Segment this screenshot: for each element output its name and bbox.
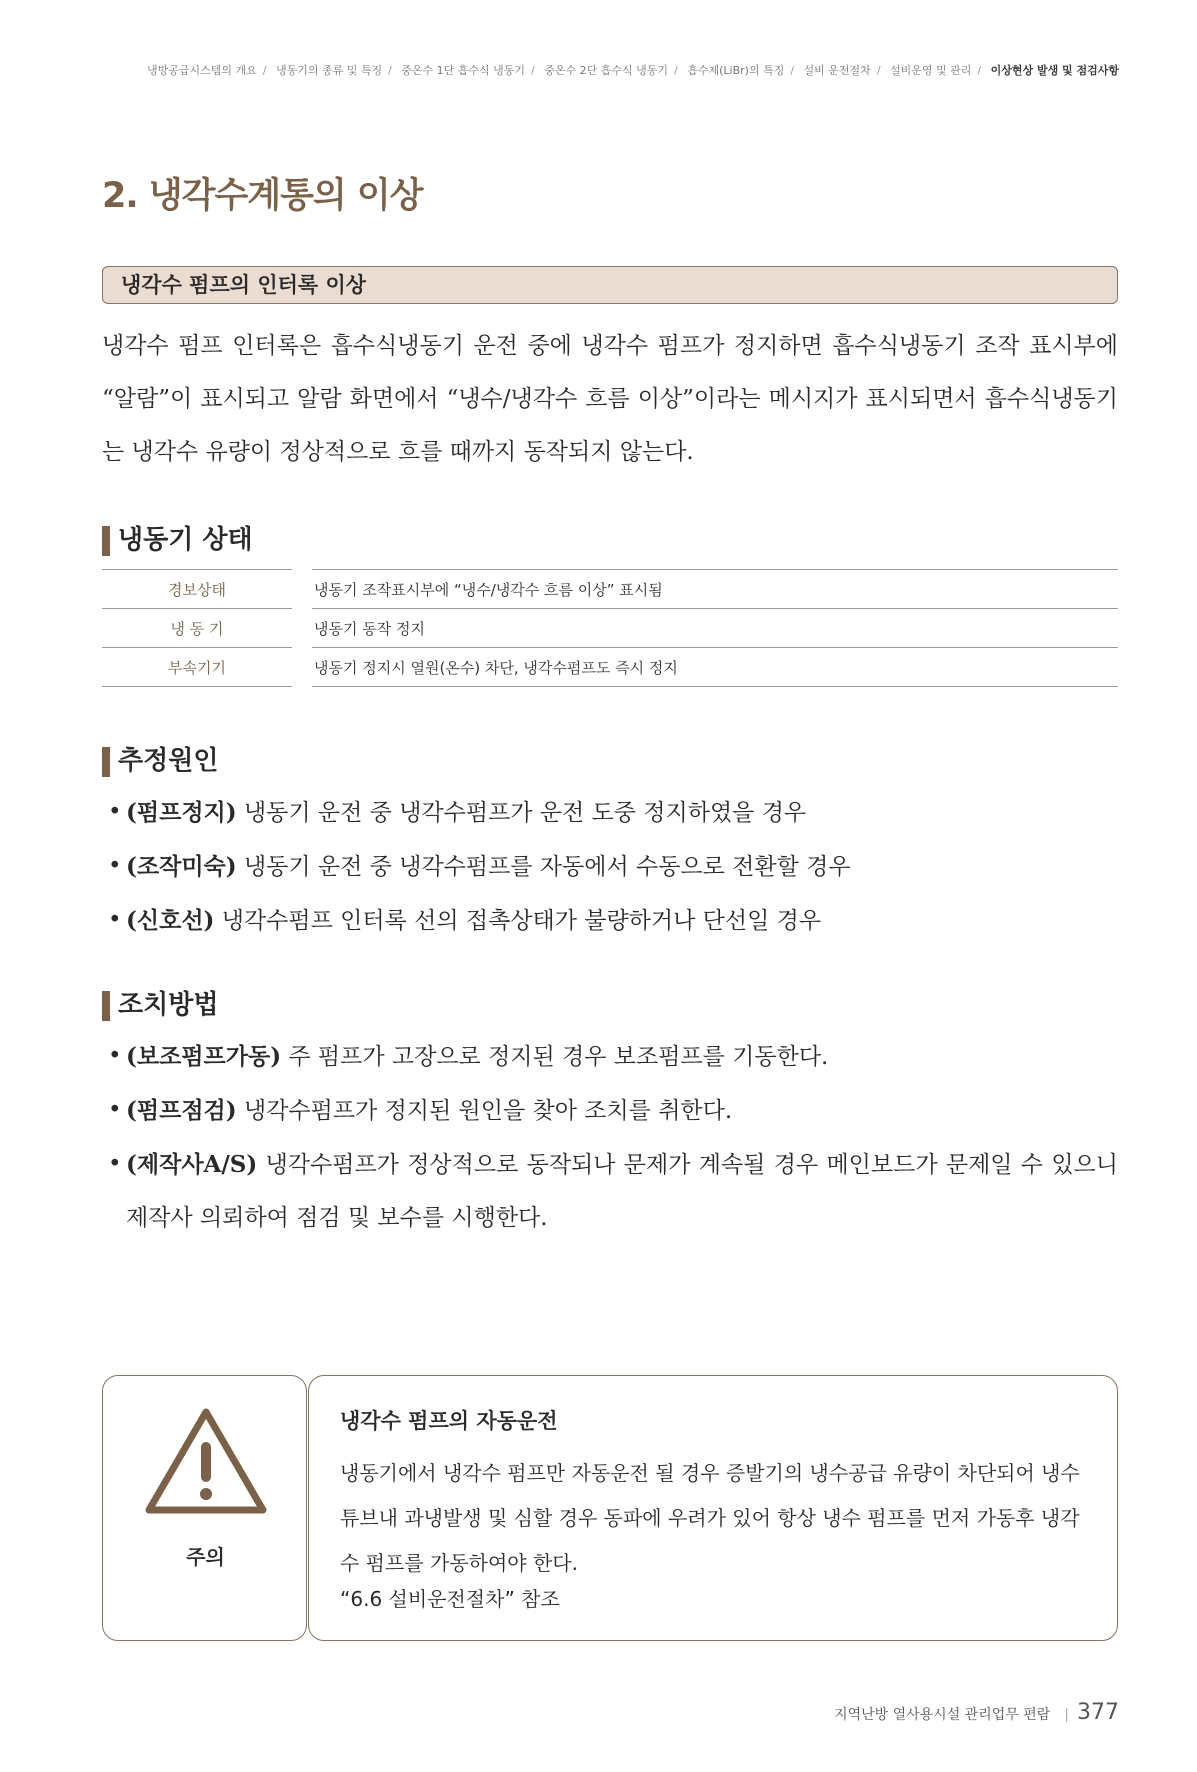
list-item bbox=[108, 1138, 1118, 1245]
breadcrumb-separator: / bbox=[674, 64, 678, 77]
book-title: 지역난방 열사용시설 관리업무 편람 bbox=[834, 1707, 1051, 1723]
item-tag: (신호선) bbox=[126, 907, 215, 934]
status-key: 부속기기 bbox=[102, 648, 292, 687]
heading-bar bbox=[102, 991, 110, 1021]
table-row bbox=[102, 648, 1118, 687]
breadcrumb-item[interactable]: 중온수 1단 흡수식 냉동기 bbox=[401, 64, 526, 77]
status-key: 경보상태 bbox=[102, 570, 292, 609]
heading-bar bbox=[102, 526, 110, 556]
item-tag: (펌프점검) bbox=[126, 1097, 237, 1124]
breadcrumb-item[interactable]: 냉방공급시스템의 개요 bbox=[146, 64, 257, 77]
list-item bbox=[108, 786, 1118, 840]
page-title: 2. 냉각수계통의 이상 bbox=[102, 176, 423, 216]
caution-body: 냉동기에서 냉각수 펌프만 자동운전 될 경우 증발기의 냉수공급 유량이 차단되어 냉수 튜브내 과냉발생 및 심할 경우 동파에 우려가 있어 항상 냉수 펌프를 먼저 가동후 냉각수 펌프를 가동하여야 한다. bbox=[340, 1461, 1080, 1575]
section-title: 냉각수 펌프의 인터록 이상 bbox=[102, 266, 1118, 304]
cell-gap bbox=[292, 648, 312, 687]
breadcrumb-item[interactable]: 흡수제(LiBr)의 특징 bbox=[687, 64, 785, 77]
breadcrumb-separator: / bbox=[531, 64, 535, 77]
status-value: 냉동기 정지시 열원(온수) 차단, 냉각수펌프도 즉시 정지 bbox=[312, 648, 1118, 687]
cell-gap bbox=[292, 609, 312, 648]
table-row bbox=[102, 570, 1118, 609]
caution-title: 냉각수 펌프의 자동운전 bbox=[340, 1409, 558, 1433]
caution-box bbox=[102, 1375, 1118, 1641]
page-number: 377 bbox=[1077, 1700, 1119, 1725]
item-text: 냉동기 운전 중 냉각수펌프를 자동에서 수동으로 전환할 경우 bbox=[236, 854, 851, 880]
item-tag: (조작미숙) bbox=[126, 853, 237, 880]
causes-heading-text: 추정원인 bbox=[118, 746, 219, 776]
footer-divider: | bbox=[1064, 1707, 1069, 1723]
list-item bbox=[108, 1084, 1118, 1138]
item-text: 냉각수펌프가 정상적으로 동작되나 문제가 계속될 경우 메인보드가 문제일 수 있으니 제작사 의뢰하여 점검 및 보수를 시행한다. bbox=[126, 1152, 1118, 1231]
actions-list bbox=[108, 1030, 1118, 1245]
intro-paragraph: 냉각수 펌프 인터록은 흡수식냉동기 운전 중에 냉각수 펌프가 정지하면 흡수식냉동기 조작 표시부에 “알람”이 표시되고 알람 화면에서 “냉수/냉각수 흐름 이상”이라는 메시지가 표시되면서 흡수식냉동기는 냉각수 유량이 정상적으로 흐를 때까지 동작되지 않는다. bbox=[102, 333, 1118, 465]
list-item bbox=[108, 894, 1118, 948]
item-tag: (보조펌프가동) bbox=[126, 1043, 282, 1070]
heading-bar bbox=[102, 747, 110, 777]
item-text: 냉동기 운전 중 냉각수펌프가 운전 도중 정지하였을 경우 bbox=[236, 800, 807, 826]
status-key: 냉 동 기 bbox=[102, 609, 292, 648]
breadcrumb-item[interactable]: 설비운영 및 관리 bbox=[890, 64, 972, 77]
breadcrumb-item-current[interactable]: 이상현상 발생 및 점검사항 bbox=[990, 64, 1119, 77]
breadcrumb-separator: / bbox=[977, 64, 982, 77]
list-item bbox=[108, 1030, 1118, 1084]
breadcrumb bbox=[100, 62, 1119, 78]
status-value: 냉동기 조작표시부에 “냉수/냉각수 흐름 이상” 표시됨 bbox=[312, 570, 1118, 609]
breadcrumb-separator: / bbox=[876, 64, 881, 77]
list-item bbox=[108, 840, 1118, 894]
causes-heading bbox=[102, 744, 218, 778]
warning-triangle-icon bbox=[141, 1404, 271, 1522]
actions-heading-text: 조치방법 bbox=[118, 990, 219, 1020]
page-footer bbox=[834, 1700, 1119, 1725]
breadcrumb-separator: / bbox=[790, 64, 795, 77]
caution-label: 주의 bbox=[186, 1545, 225, 1569]
item-tag: (펌프정지) bbox=[126, 799, 237, 826]
breadcrumb-separator: / bbox=[388, 64, 392, 77]
item-text: 냉각수펌프가 정지된 원인을 찾아 조치를 취한다. bbox=[236, 1098, 733, 1124]
causes-list bbox=[108, 786, 1118, 948]
status-value: 냉동기 동작 정지 bbox=[312, 609, 1118, 648]
actions-heading bbox=[102, 988, 218, 1022]
status-table bbox=[102, 569, 1118, 687]
status-heading-text: 냉동기 상태 bbox=[118, 525, 253, 555]
breadcrumb-item[interactable]: 설비 운전절차 bbox=[803, 64, 871, 77]
table-row bbox=[102, 609, 1118, 648]
item-text: 냉각수펌프 인터록 선의 접촉상태가 불량하거나 단선일 경우 bbox=[214, 908, 822, 934]
item-tag: (제작사A/S) bbox=[126, 1151, 258, 1178]
breadcrumb-item[interactable]: 중온수 2단 흡수식 냉동기 bbox=[544, 64, 669, 77]
status-heading bbox=[102, 523, 253, 557]
caution-icon-panel bbox=[102, 1375, 307, 1641]
cell-gap bbox=[292, 570, 312, 609]
item-text: 주 펌프가 고장으로 정지된 경우 보조펌프를 기동한다. bbox=[281, 1044, 829, 1070]
breadcrumb-separator: / bbox=[262, 64, 267, 77]
caution-reference[interactable]: “6.6 설비운전절차” 참조 bbox=[340, 1587, 560, 1611]
breadcrumb-item[interactable]: 냉동기의 종류 및 특징 bbox=[275, 64, 383, 77]
